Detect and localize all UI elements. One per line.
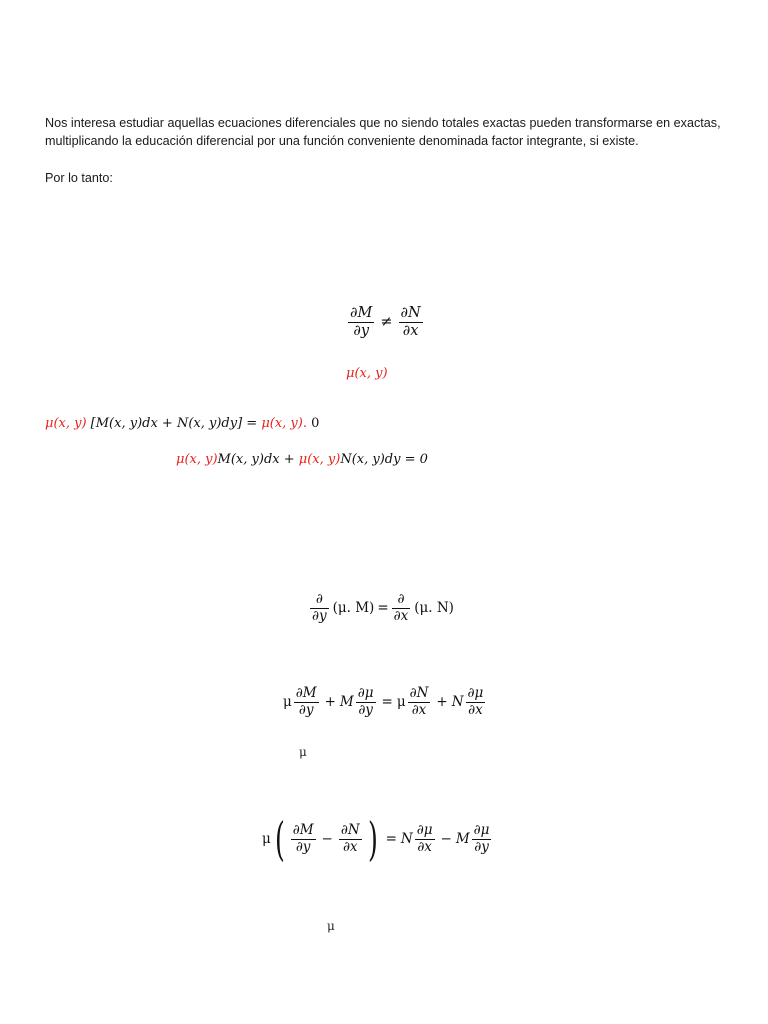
numerator: ∂M (292, 821, 314, 838)
denominator: ∂y (358, 701, 373, 718)
denominator: ∂y (312, 607, 327, 624)
N: N (400, 831, 413, 847)
product-mu-N: (μ. N) (414, 600, 454, 617)
fraction-dmu-dx (466, 686, 486, 718)
numerator: ∂μ (357, 685, 374, 701)
mu: μ (283, 694, 292, 711)
numerator: ∂M (350, 305, 373, 321)
denominator: ∂x (393, 607, 409, 624)
denominator: ∂y (298, 701, 314, 718)
not-equal-sign: ≠ (380, 314, 393, 331)
N: N (451, 694, 464, 711)
mu-note: μ (299, 745, 307, 759)
fraction-dmu-dy (356, 686, 376, 718)
integrating-factor: μ(x, y) (176, 452, 218, 467)
numerator: ∂μ (416, 821, 433, 838)
fraction-dmu-dx (415, 823, 435, 855)
numerator: ∂M (295, 685, 317, 701)
equation-exactness-condition (308, 592, 456, 624)
denominator: ∂y (474, 838, 489, 855)
numerator: ∂N (409, 685, 429, 701)
intro-paragraph: Nos interesa estudiar aquellas ecuaciones diferenciales que no siendo totales exactas pueden transformarse en exactas, multiplicando la educación diferencial por una función conveniente denominada factor integrante, si existe. (45, 116, 721, 148)
equation-product-rule (283, 686, 487, 718)
numerator: ∂N (340, 821, 360, 838)
equation-multiplied (45, 416, 319, 431)
denominator: ∂y (353, 322, 370, 339)
denominator: ∂x (417, 838, 432, 855)
fraction-dM-dy (348, 305, 374, 339)
fraction-dN-dx (408, 686, 431, 718)
minus-sign: − (440, 831, 452, 847)
numerator: ∂μ (467, 685, 484, 701)
numerator: ∂N (400, 305, 421, 321)
partial-x (392, 592, 411, 624)
mu-note: μ (327, 919, 335, 933)
mu: μ (262, 831, 271, 847)
fraction-dM-dy (294, 686, 319, 718)
minus-sign: − (321, 831, 333, 847)
integrating-factor: μ(x, y) (346, 366, 388, 381)
numerator: ∂ (310, 592, 329, 609)
fraction-dN-dx (399, 305, 423, 339)
fraction-dN-dx (339, 823, 362, 855)
numerator: ∂μ (473, 821, 490, 838)
M: M (455, 831, 470, 847)
plus-sign: + (436, 694, 448, 711)
intro-therefore: Por lo tanto: (45, 171, 113, 185)
equals-sign: = (377, 600, 389, 617)
mu: μ (396, 694, 406, 711)
numerator: ∂ (392, 592, 411, 609)
left-paren: ( (274, 812, 285, 866)
integrating-factor: μ(x, y) (45, 416, 87, 431)
denominator: ∂x (411, 701, 427, 718)
integrating-factor: μ(x, y). (261, 416, 307, 431)
term-N: N(x, y)dy = 0 (340, 452, 428, 467)
product-mu-M: (μ. M) (332, 600, 375, 617)
partial-y (310, 592, 329, 624)
equals-sign: = (385, 831, 397, 847)
denominator: ∂x (342, 838, 358, 855)
differential-form: [M(x, y)dx + N(x, y)dy] = (86, 416, 262, 431)
right-paren: ) (367, 812, 378, 866)
equation-not-exact (346, 305, 425, 339)
equation-expanded (176, 452, 428, 467)
denominator: ∂x (468, 701, 483, 718)
integrating-factor: μ(x, y) (298, 452, 341, 467)
M: M (339, 694, 354, 711)
equals-sign: = (381, 694, 393, 711)
zero: 0 (306, 416, 320, 431)
fraction-dM-dy (291, 823, 316, 855)
denominator: ∂x (402, 322, 419, 339)
term-M: M(x, y)dx + (217, 452, 299, 467)
plus-sign: + (324, 694, 336, 711)
equation-pde-for-mu (262, 812, 493, 866)
denominator: ∂y (295, 838, 311, 855)
fraction-dmu-dy (472, 823, 492, 855)
